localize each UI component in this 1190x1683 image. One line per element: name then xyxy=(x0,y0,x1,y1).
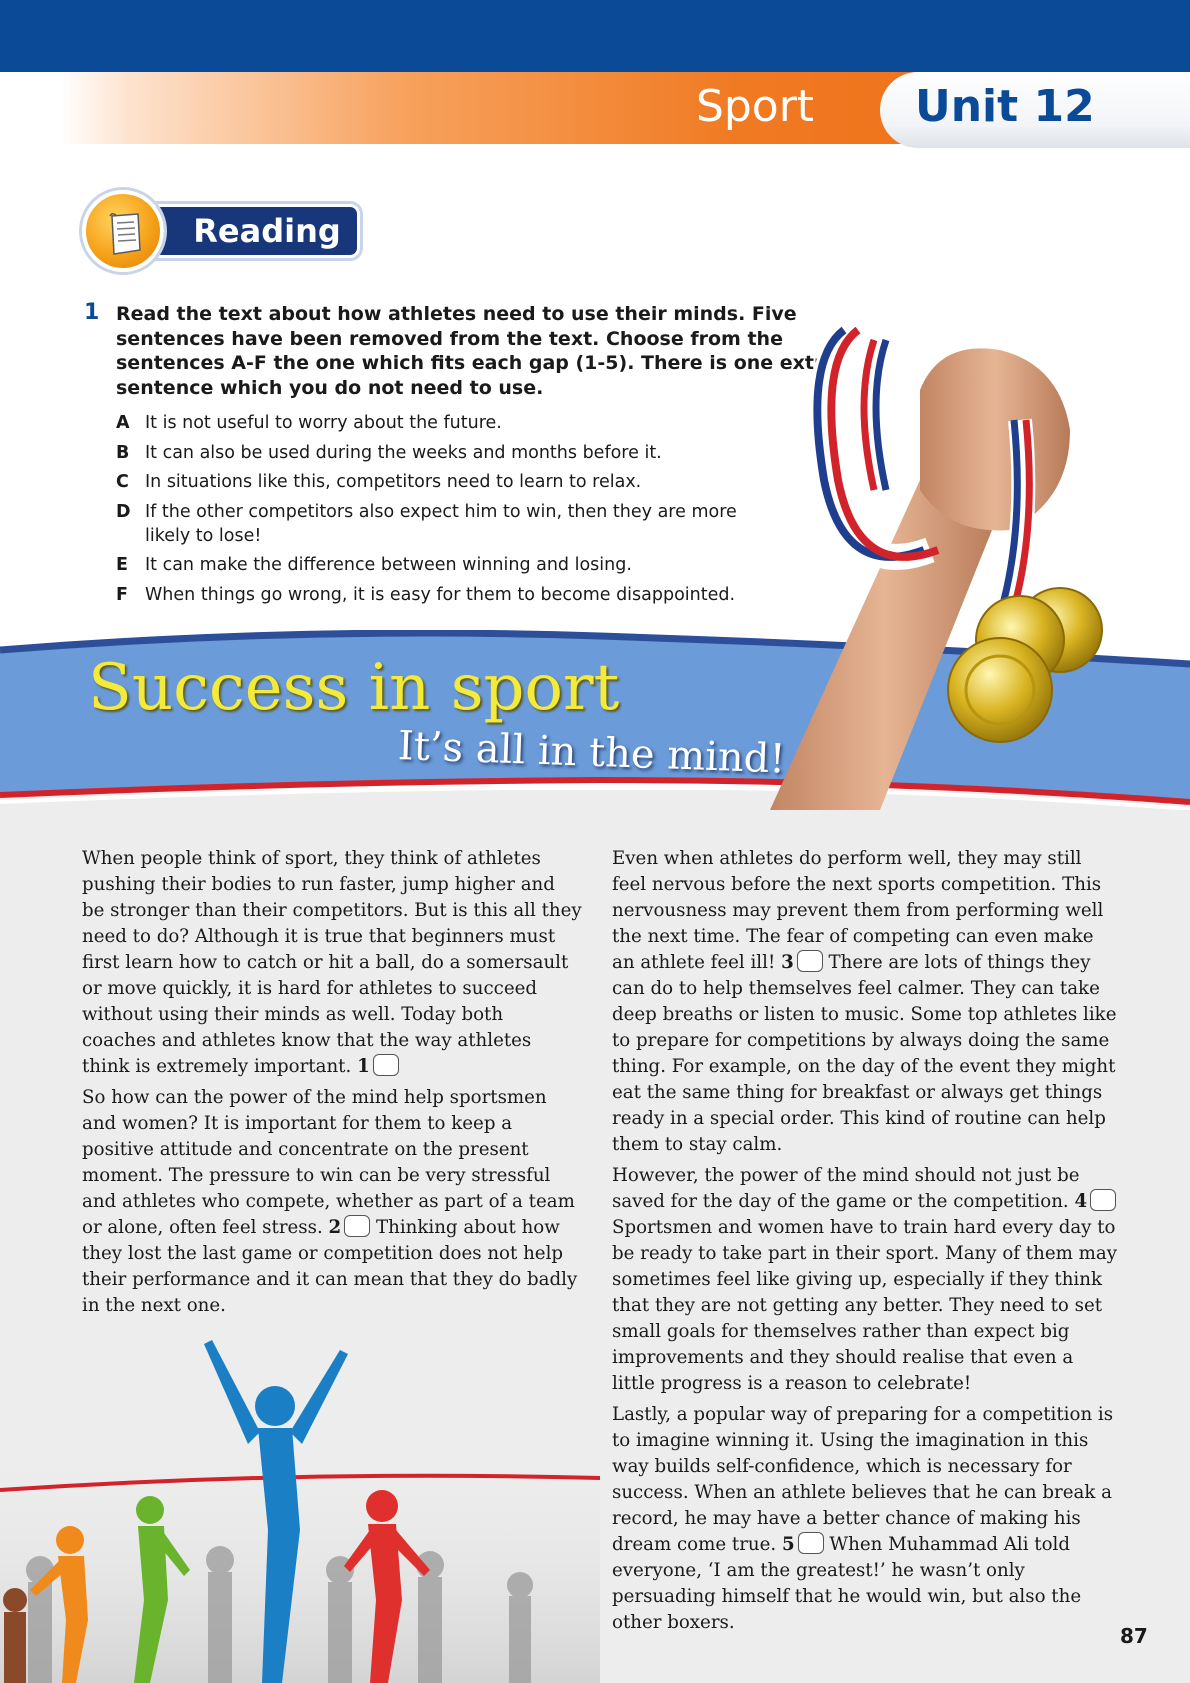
paragraph-text: When Muhammad Ali told everyone, ‘I am the greatest!’ he wasn’t only persuading himself that he would win, but also the other boxers. xyxy=(612,1534,1082,1633)
answer-box-2[interactable] xyxy=(344,1215,370,1237)
section-title: Sport xyxy=(695,81,815,132)
option-d xyxy=(116,500,756,548)
gap-number: 5 xyxy=(781,1534,795,1555)
article-paragraph xyxy=(612,1402,1117,1636)
paragraph-text: Sportsmen and women have to train hard every day to be ready to take part in their sport. Many of them may sometimes feel like giving up, especially if they think that they are not getting any better. They need to set small goals for themselves rather than expect big improvements and they should realise that even a little progress is a reason to celebrate! xyxy=(612,1217,1117,1394)
option-letter: B xyxy=(116,442,130,463)
option-c xyxy=(116,470,756,494)
option-text: It is not useful to worry about the future. xyxy=(145,413,502,433)
option-letter: A xyxy=(116,413,130,433)
article-column-left xyxy=(82,846,582,1324)
option-a xyxy=(116,411,756,435)
option-text: It can make the difference between winning and losing. xyxy=(145,555,632,575)
option-letter: C xyxy=(116,472,129,492)
paragraph-text: Thinking about how they lost the last game or competition does not help their performance and it can mean that they do badly in the next one. xyxy=(82,1217,578,1316)
runners-illustration xyxy=(0,1320,600,1683)
article-subtitle: It’s all in the mind! xyxy=(397,723,787,783)
option-letter: F xyxy=(116,584,128,605)
article-column-right xyxy=(612,846,1117,1641)
paragraph-text: Even when athletes do perform well, they may still feel nervous before the next sports competition. This nervousness may prevent them from performing well the next time. The fear of competing can even make an athlete feel ill! xyxy=(612,848,1104,973)
scroll-icon xyxy=(104,210,148,258)
gap-number: 3 xyxy=(781,952,794,973)
answer-box-1[interactable] xyxy=(373,1054,399,1076)
option-f xyxy=(116,583,756,607)
answer-box-5[interactable] xyxy=(798,1532,824,1554)
gap-number: 1 xyxy=(357,1056,370,1077)
reading-label: Reading xyxy=(193,212,341,250)
option-letter: D xyxy=(116,501,131,522)
paragraph-text: There are lots of things they can do to help themselves feel calmer. They can take deep breaths or listen to music. Some top athletes like to prepare for competitions by always doing the same thing. For example, on the day of the event they might eat the same thing for breakfast or always get things ready in a special order. This kind of routine can help them to stay calm. xyxy=(612,952,1117,1155)
medal-photo xyxy=(770,320,1150,810)
article-paragraph xyxy=(612,846,1117,1158)
article-paragraph xyxy=(82,846,582,1080)
option-text: It can also be used during the weeks and months before it. xyxy=(145,442,662,463)
paragraph-text: So how can the power of the mind help sportsmen and women? It is important for them to keep a positive attitude and concentrate on the present moment. The pressure to win can be very stressful and athletes who compete, whether as part of a team or alone, often feel stress. xyxy=(82,1087,575,1238)
paragraph-text: Lastly, a popular way of preparing for a competition is to imagine winning it. Using the imagination in this way builds self-confidence, which is necessary for success. When an athlete believes that he can break a record, he may have a better chance of making his dream come true. xyxy=(612,1404,1114,1555)
option-text: If the other competitors also expect him to win, then they are more likely to lose! xyxy=(145,501,737,546)
options-list xyxy=(116,411,756,612)
article-paragraph xyxy=(612,1163,1117,1397)
option-letter: E xyxy=(116,555,128,575)
unit-title: Unit 12 xyxy=(915,81,1095,132)
reading-badge xyxy=(82,190,360,272)
article-paragraph xyxy=(82,1085,582,1319)
page-number: 87 xyxy=(1120,1624,1148,1648)
reading-icon-circle xyxy=(82,190,164,272)
option-b xyxy=(116,441,756,465)
exercise-number: 1 xyxy=(84,300,100,325)
article-title: Success in sport xyxy=(88,651,620,725)
gap-number: 4 xyxy=(1074,1191,1088,1212)
answer-box-3[interactable] xyxy=(797,950,823,972)
paragraph-text: However, the power of the mind should not just be saved for the day of the game or the competition. xyxy=(612,1165,1080,1212)
paragraph-text: When people think of sport, they think of athletes pushing their bodies to run faster, jump higher and be stronger than their competitors. But is this all they need to do? Although it is true that beginners must first learn how to catch or hit a ball, do a somersault or move quickly, it is hard for athletes to succeed without using their minds as well. Today both coaches and athletes know that the way athletes think is extremely important. xyxy=(82,848,582,1077)
option-text: In situations like this, competitors need to learn to relax. xyxy=(145,472,642,492)
gap-number: 2 xyxy=(328,1217,342,1238)
exercise-instructions: Read the text about how athletes need to use their minds. Five sentences have been removed from the text. Choose from the sentences A-F the one which fits each gap (1-5). There is one extra sentence which you do not need to use. xyxy=(116,303,837,399)
option-e xyxy=(116,553,756,577)
top-color-bar xyxy=(0,0,1190,72)
option-text: When things go wrong, it is easy for them to become disappointed. xyxy=(145,584,736,605)
answer-box-4[interactable] xyxy=(1090,1189,1116,1211)
